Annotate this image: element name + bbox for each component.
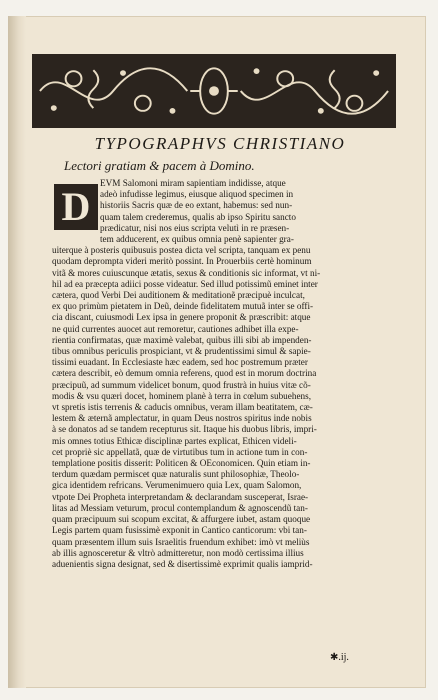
text-line: lestem & æternã amplectatur, in quam Deus nostros spiritus inde nobis (52, 413, 312, 424)
text-line: adeò infudisse legimus, eiusque aliquod specimen in (100, 189, 294, 200)
text-line: tibus omnibus periculis prospiciant, vt & prudentissimi simul & sapie- (52, 346, 311, 357)
text-line: ex quo primùm pietatem in Deũ, deinde fidelitatem mutuã inter se offi- (52, 301, 314, 312)
text-line: aduenientis signa designat, sed & disertissimè exprimit qualis iamprid- (52, 558, 313, 569)
text-line: cet propriè sic appellatã, quæ de virtutibus tum in actione tum in con- (52, 446, 308, 457)
text-line: quodam deprompta videri meritò possint. In Prouerbiis certè hominum (52, 256, 312, 267)
text-line: historiis Sacris quæ de eo extant, habemus: sed nun- (100, 200, 293, 211)
text-line: vtpote Dei Propheta interpretandam & declarandam susceperat, Israe- (52, 491, 309, 502)
page-gutter (8, 16, 26, 688)
text-line: cia discant, cuiusmodi Lex ipsa in genere proponit & præscribit: atque (52, 312, 311, 323)
text-line: cætera describit, eò demum omnia referens, quod est in morum doctrina (52, 368, 317, 379)
text-line: vt spretis istis terrenis & caducis omnibus, veram illam beatitatem, cæ- (52, 402, 313, 413)
text-line: tem adducerent, ex quibus omnia penè sapienter gra- (100, 234, 294, 245)
initial-letter: D (61, 184, 91, 229)
text-line: vitã & mores cuiuscunque ætatis, sexus & conditionis sic informat, vt ni- (52, 267, 321, 278)
text-line: prædicatur, nisi nos eius scripta velutì in re præsen- (100, 222, 290, 233)
text-line: modis & vsu quæri docet, hominem planè à terra in cœlum subuehens, (52, 390, 311, 401)
text-line: templatione positis disserit: Politicen & OEconomicen. Quin etiam in- (52, 458, 311, 469)
text-line: hil ad ea præcepta adiici posse videatur. Sed illud potissimũ eminet inter (52, 278, 318, 289)
ornamental-headpiece (32, 54, 396, 128)
text-line: à se donatos ad se tandem recepturus sit. Itaque his duobus libris, impri- (52, 424, 317, 435)
text-line: uiterque à posteris quibusuis postea dicta vel scripta, tanquam ex penu (52, 245, 311, 256)
signature-mark: ✱.ij. (330, 652, 349, 663)
text-line: quam præsentem illum suis Israelitis fruendum exhibet: imò vt meliùs (52, 536, 310, 547)
page-title: TYPOGRAPHVS CHRISTIANO (94, 134, 346, 153)
text-line: terdum quædam permiscet quæ naturalis sunt philosophiæ, Theolo- (52, 469, 300, 480)
text-line: cætera, quod Verbi Dei auditionem & meditationẽ præcipuè inculcat, (52, 290, 305, 301)
page-subtitle: Lectori gratiam & pacem à Domino. (64, 158, 255, 173)
text-line: gica identidem refricans. Verumenimuero quia Lex, quam Salomon, (52, 480, 302, 491)
text-line: quam præcipuum sui scopum excitat, & affurgere iubet, astam quoque (52, 514, 311, 525)
text-body (52, 178, 382, 570)
text-line: mis omnes totius Ethicæ disciplinæ partes explicat, Ethicen videli- (52, 435, 297, 446)
text-line: præcipuũ, ad summum videlicet bonum, quod frustrà in huius vitæ cõ- (52, 379, 311, 390)
text-line: litas ad Messiam veturum, procul contemplandum & agnoscendũ tan- (52, 502, 308, 513)
text-line: quam talem crederemus, qualis ab ipso Spiritu sancto (100, 211, 296, 222)
text-line: ab illis agnosceretur & vltrò admitteretur, non modò certissima illius (52, 547, 304, 558)
text-line: tissimi euadant. In Ecclesiaste hæc eadem, sed hoc postremum præter (52, 357, 308, 368)
text-line: Legis partem quam fusissimè exponit in Cantico canticorum: vbi tan- (52, 525, 307, 536)
text-line: EVM Salomoni miram sapientiam indidisse, atque (100, 178, 286, 188)
text-line: ne quid currentes auocet aut remoretur, cautiones adhibet illa expe- (52, 323, 299, 334)
floral-ornament-icon (34, 56, 394, 126)
text-line: rientia confirmatas, quæ maximè valebat, quibus illi sibi ab impenden- (52, 334, 312, 345)
